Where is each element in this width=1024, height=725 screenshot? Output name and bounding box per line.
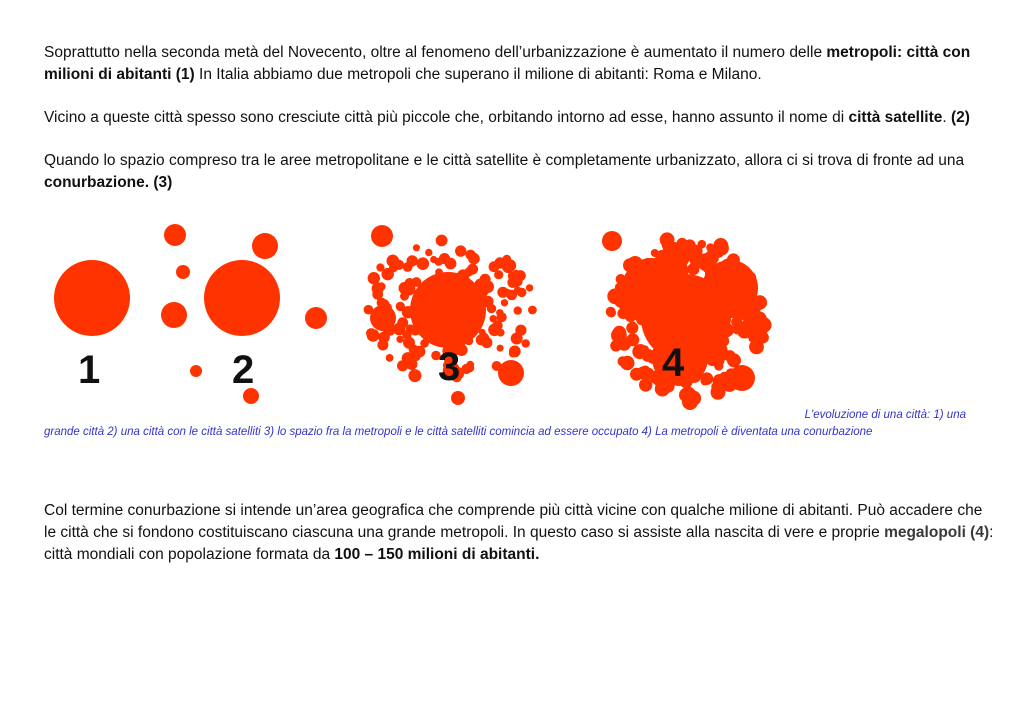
metropolis-circle bbox=[204, 260, 280, 336]
conurbation-dot bbox=[650, 350, 658, 358]
conurbation-dot bbox=[637, 344, 645, 352]
text: In Italia abbiamo due metropoli che superano il milione di abitanti: Roma e Milano. bbox=[194, 66, 762, 83]
bold-population: 100 – 150 milioni di abitanti. bbox=[334, 546, 540, 563]
settlement-dot bbox=[435, 258, 443, 266]
satellite-circle bbox=[451, 391, 465, 405]
text: . bbox=[942, 109, 952, 126]
bold-ref-2: (2) bbox=[951, 109, 970, 126]
conurbation-dot bbox=[749, 340, 764, 355]
settlement-dot bbox=[429, 336, 436, 343]
settlement-dot bbox=[417, 257, 430, 270]
conurbation-dot bbox=[706, 243, 714, 251]
satellite-circle bbox=[498, 360, 524, 386]
conurbation-dot bbox=[632, 305, 640, 313]
text: Soprattutto nella seconda metà del Novecento, oltre al fenomeno dell’urbanizzazione è aumentato il numero delle bbox=[44, 44, 827, 61]
settlement-dot bbox=[377, 298, 387, 308]
conurbation-dot bbox=[662, 241, 671, 250]
settlement-dot bbox=[366, 328, 376, 338]
settlement-dot bbox=[514, 306, 522, 314]
conurbation-dot bbox=[636, 314, 647, 325]
conurbation-dot bbox=[606, 307, 616, 317]
settlement-dot bbox=[511, 333, 523, 345]
conurbation-dot bbox=[714, 290, 727, 303]
settlement-dot bbox=[389, 259, 397, 267]
settlement-dot bbox=[528, 306, 537, 315]
conurbation-dot bbox=[713, 238, 728, 253]
conurbation-dot bbox=[630, 368, 643, 381]
conurbation-dot bbox=[681, 284, 696, 299]
settlement-dot bbox=[488, 324, 501, 337]
settlement-dot bbox=[506, 290, 517, 301]
satellite-circle bbox=[252, 233, 278, 259]
conurbation-dot bbox=[725, 281, 739, 295]
settlement-dot bbox=[468, 253, 480, 265]
conurbation-dot bbox=[719, 310, 727, 318]
paragraph-conurbazione bbox=[44, 150, 994, 194]
text: Col termine conurbazione si intende un’area geografica che comprende più città vicine con qualche milione di abitanti. Può accadere che le città che si fondono costituiscano ciascuna una grande metropoli. In questo caso si assiste alla nascita di vere e proprie bbox=[44, 502, 983, 541]
conurbation-dot bbox=[607, 288, 623, 304]
satellite-circle bbox=[371, 225, 393, 247]
term-megalopoli: megalopoli (4) bbox=[884, 524, 990, 541]
settlement-dot bbox=[494, 270, 503, 279]
settlement-dot bbox=[425, 249, 432, 256]
paragraph-metropoli bbox=[44, 42, 994, 86]
conurbation-dot bbox=[698, 309, 707, 318]
settlement-dot bbox=[407, 255, 418, 266]
settlement-dot bbox=[501, 299, 508, 306]
satellite-circle bbox=[305, 307, 327, 329]
conurbation-dot bbox=[733, 325, 743, 335]
settlement-dot bbox=[386, 354, 394, 362]
settlement-dot bbox=[400, 292, 409, 301]
text: Vicino a queste città spesso sono cresciute città più piccole che, orbitando intorno ad esse, hanno assunto il nome di bbox=[44, 109, 849, 126]
conurbation-dot bbox=[618, 356, 628, 366]
conurbation-dot bbox=[756, 317, 771, 332]
figure-label-2: 2 bbox=[232, 348, 255, 392]
settlement-dot bbox=[402, 306, 414, 318]
stage-1-large-city bbox=[54, 260, 130, 336]
conurbation-dot bbox=[610, 340, 621, 351]
stage-4-conurbation bbox=[602, 231, 772, 410]
conurbation-dot bbox=[672, 294, 684, 306]
settlement-dot bbox=[478, 285, 489, 296]
paragraph-megalopoli bbox=[44, 500, 994, 566]
figure-caption-line1: L'evoluzione di una città: 1) una bbox=[804, 409, 966, 421]
conurbation-dot bbox=[701, 377, 710, 386]
settlement-dot bbox=[397, 360, 408, 371]
settlement-dot bbox=[410, 324, 421, 335]
conurbation-dot bbox=[639, 378, 652, 391]
text: : città mondiali con popolazione formata da bbox=[44, 524, 994, 563]
conurbation-dot bbox=[658, 261, 669, 272]
settlement-dot bbox=[435, 268, 443, 276]
figure-label-3: 3 bbox=[438, 345, 461, 389]
conurbation-dot bbox=[728, 374, 739, 385]
conurbation-dot bbox=[741, 306, 754, 319]
settlement-dot bbox=[487, 304, 496, 313]
figure-label-1: 1 bbox=[78, 348, 101, 392]
conurbation-dot bbox=[665, 312, 677, 324]
bold-term-citta-satellite: città satellite bbox=[848, 109, 943, 126]
settlement-dot bbox=[455, 245, 466, 256]
settlement-dot bbox=[445, 258, 457, 270]
conurbation-dot bbox=[717, 349, 729, 361]
bold-term-conurbazione: conurbazione. (3) bbox=[44, 174, 173, 191]
settlement-dot bbox=[377, 340, 388, 351]
conurbation-dot bbox=[626, 322, 638, 334]
conurbation-dot bbox=[647, 319, 655, 327]
conurbation-dot bbox=[699, 285, 715, 301]
conurbation-dot bbox=[678, 311, 689, 322]
satellite-circle bbox=[164, 224, 186, 246]
settlement-dot bbox=[376, 263, 384, 271]
satellite-circle bbox=[161, 302, 187, 328]
settlement-dot bbox=[522, 339, 530, 347]
settlement-dot bbox=[377, 282, 386, 291]
conurbation-dot bbox=[651, 249, 659, 257]
settlement-dot bbox=[503, 255, 512, 264]
settlement-dot bbox=[396, 336, 403, 343]
figure-caption-line2: grande città 2) una città con le città satelliti 3) lo spazio fra la metropoli e le città satelliti comincia ad essere occupato 4) La metropoli è diventata una conurbazione bbox=[44, 426, 873, 438]
settlement-dot bbox=[413, 244, 420, 251]
settlement-dot bbox=[466, 364, 475, 373]
conurbation-dot bbox=[719, 317, 731, 329]
settlement-dot bbox=[408, 369, 421, 382]
conurbation-dot bbox=[678, 262, 687, 271]
conurbation-dot bbox=[635, 279, 647, 291]
conurbation-dot bbox=[686, 391, 701, 406]
conurbation-dot bbox=[616, 274, 626, 284]
conurbation-dot bbox=[707, 306, 717, 316]
bold-term-metropoli: metropoli: città con milioni di abitanti (1) bbox=[44, 44, 971, 83]
conurbation-dot bbox=[742, 320, 750, 328]
settlement-dot bbox=[436, 235, 448, 247]
conurbation-dot bbox=[698, 253, 713, 268]
figure-label-4: 4 bbox=[662, 341, 685, 385]
conurbation-dot bbox=[654, 276, 670, 292]
settlement-dot bbox=[404, 278, 414, 288]
settlement-dot bbox=[481, 337, 492, 348]
settlement-dot bbox=[457, 269, 470, 282]
settlement-dot bbox=[490, 315, 497, 322]
settlement-dot bbox=[375, 306, 386, 317]
conurbation-dot bbox=[626, 333, 639, 346]
settlement-dot bbox=[526, 284, 533, 291]
text: Quando lo spazio compreso tra le aree metropolitane e le città satellite è completamente urbanizzato, allora ci si trova di fronte ad una bbox=[44, 152, 965, 169]
conurbation-dot bbox=[742, 271, 756, 285]
settlement-dot bbox=[497, 312, 507, 322]
conurbation-dot bbox=[641, 258, 656, 273]
metropolis-circle bbox=[410, 272, 486, 348]
conurbation-edge-circle bbox=[602, 231, 622, 251]
conurbation-dot bbox=[739, 285, 754, 300]
settlement-dot bbox=[364, 305, 374, 315]
settlement-dot bbox=[390, 325, 398, 333]
satellite-circle bbox=[176, 265, 190, 279]
conurbation-dot bbox=[688, 331, 699, 342]
conurbation-dot bbox=[713, 274, 725, 286]
conurbation-dot bbox=[621, 283, 636, 298]
satellite-circle bbox=[190, 365, 202, 377]
settlement-dot bbox=[509, 346, 521, 358]
city-evolution-figure bbox=[40, 218, 800, 418]
settlement-dot bbox=[497, 345, 504, 352]
conurbation-dot bbox=[727, 253, 740, 266]
paragraph-citta-satellite bbox=[44, 107, 994, 129]
settlement-dot bbox=[492, 361, 502, 371]
conurbation-dot bbox=[711, 385, 726, 400]
conurbation-dot bbox=[714, 361, 723, 370]
conurbation-dot bbox=[687, 369, 701, 383]
conurbation-dot bbox=[697, 324, 706, 333]
metropolis-circle bbox=[54, 260, 130, 336]
settlement-dot bbox=[512, 270, 520, 278]
settlement-dot bbox=[409, 344, 419, 354]
conurbation-dot bbox=[735, 269, 743, 277]
